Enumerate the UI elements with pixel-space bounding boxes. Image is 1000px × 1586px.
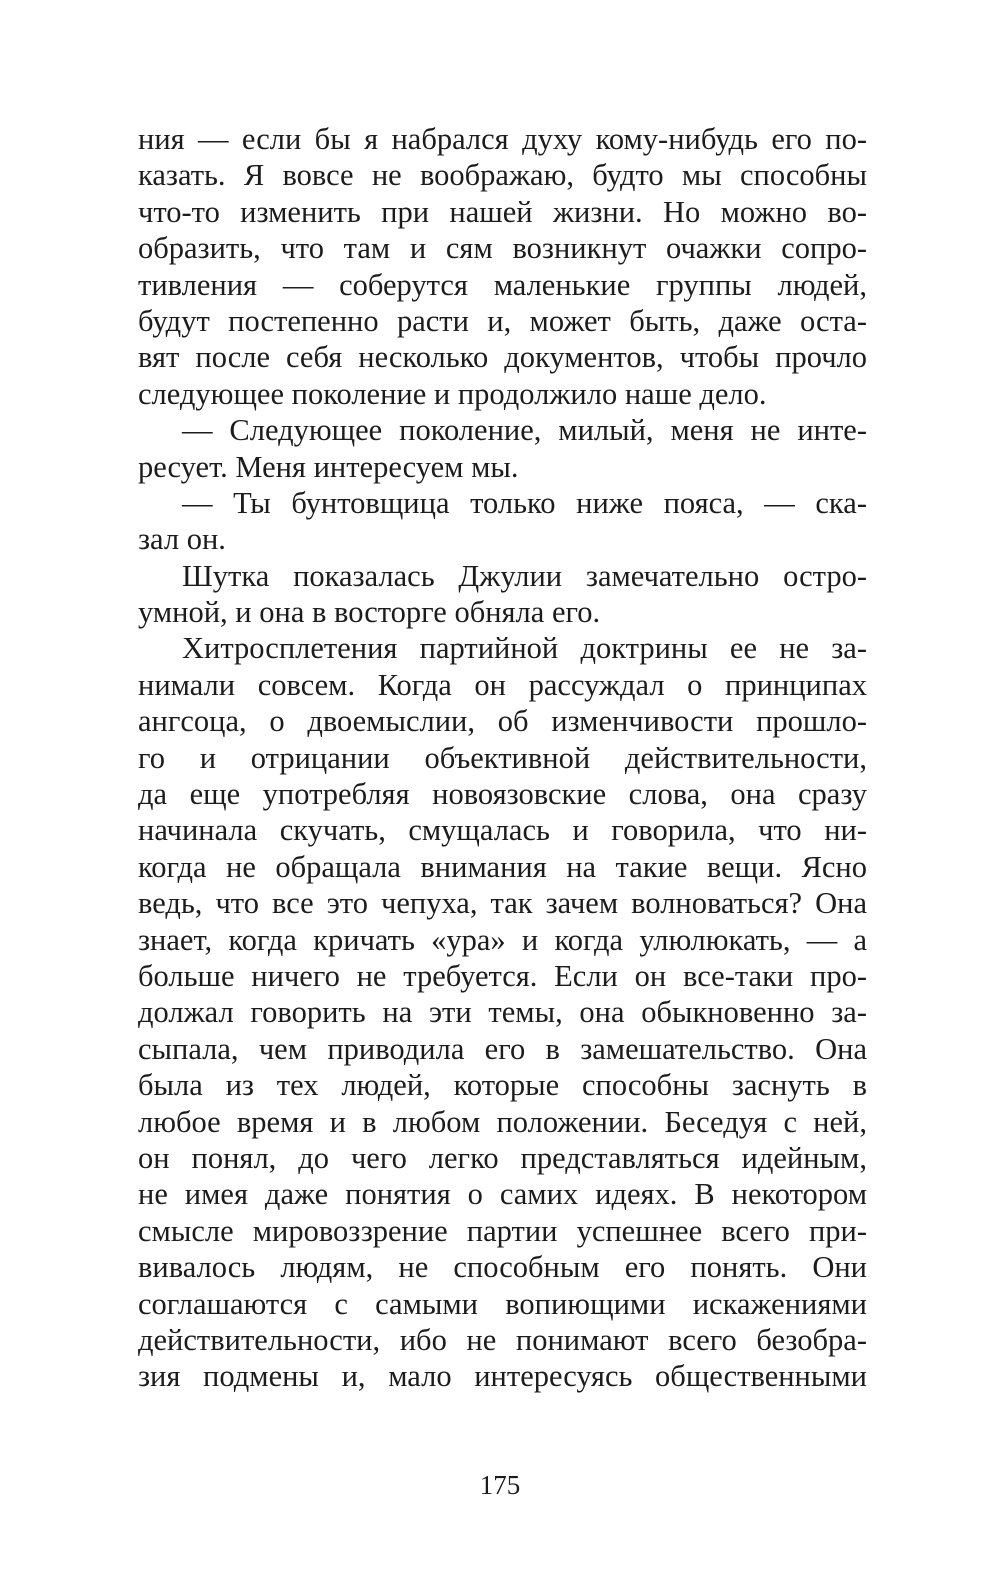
text-line: образить, что там и сям возникнут очажки сопро- [138,231,867,266]
text-line: что-то изменить при нашей жизни. Но можно во- [138,194,867,229]
text-line: тивления — соберутся маленькие группы людей, [138,267,867,302]
text-line: да еще употребляя новоязовские слова, она сразу [138,777,867,812]
text-line: начинала скучать, смущалась и говорила, что ни- [138,813,867,848]
body-text [138,121,867,1395]
text-line: зал он. [138,522,226,557]
text-line: вят после себя несколько документов, чтобы прочло [138,340,867,375]
text-line: должал говорить на эти темы, она обыкновенно за- [138,995,867,1030]
paragraph [138,630,867,1394]
paragraph [138,121,867,412]
text-line: Хитросплетения партийной доктрины ее не за- [182,631,867,666]
text-line: ангсоца, о двоемыслии, об изменчивости прошло- [138,704,867,739]
text-line: была из тех людей, которые способны заснуть в [138,1068,867,1103]
text-line: соглашаются с самыми вопиющими искажениями [138,1286,867,1321]
text-line: нимали совсем. Когда он рассуждал о принципах [138,667,867,702]
text-line: когда не обращала внимания на такие вещи. Ясно [138,849,867,884]
text-line: го и отрицании объективной действительности, [138,740,867,775]
text-line: знает, когда кричать «ура» и когда улюлюкать, — а [138,922,867,957]
text-line: сыпала, чем приводила его в замешательство. Она [138,1031,867,1066]
paragraph [138,558,867,631]
text-line: не имея даже понятия о самих идеях. В некотором [138,1177,867,1212]
text-line: больше ничего не требуется. Если он все-таки про- [138,958,867,993]
text-line: следующее поколение и продолжило наше дело. [138,376,767,411]
paragraph [138,412,867,485]
text-line: действительности, ибо не понимают всего безобра- [138,1322,867,1357]
text-line: ния — если бы я набрался духу кому-нибудь его по- [138,122,867,156]
text-line: он понял, до чего легко представляться идейным, [138,1140,867,1175]
text-line: смысле мировоззрение партии успешнее всего при- [138,1213,867,1248]
text-line: вивалось людям, не способным его понять. Они [138,1250,867,1285]
page-number: 175 [479,1470,521,1500]
text-line: ресует. Меня интересуем мы. [138,449,519,484]
text-line: любое время и в любом положении. Беседуя с ней, [138,1104,867,1139]
text-line: — Ты бунтовщица только ниже пояса, — ска- [182,485,867,520]
text-line: ведь, что все это чепуха, так зачем волноваться? Она [138,886,867,921]
text-line: казать. Я вовсе не воображаю, будто мы способны [138,158,867,193]
text-line: Шутка показалась Джулии замечательно остро- [182,558,867,593]
text-line: будут постепенно расти и, может быть, даже оста- [138,303,867,338]
paragraph [138,485,867,558]
text-line: зия подмены и, мало интересуясь общественными [138,1359,867,1394]
text-line: умной, и она в восторге обняла его. [138,595,601,630]
text-line: — Следующее поколение, милый, меня не инте- [182,413,867,448]
